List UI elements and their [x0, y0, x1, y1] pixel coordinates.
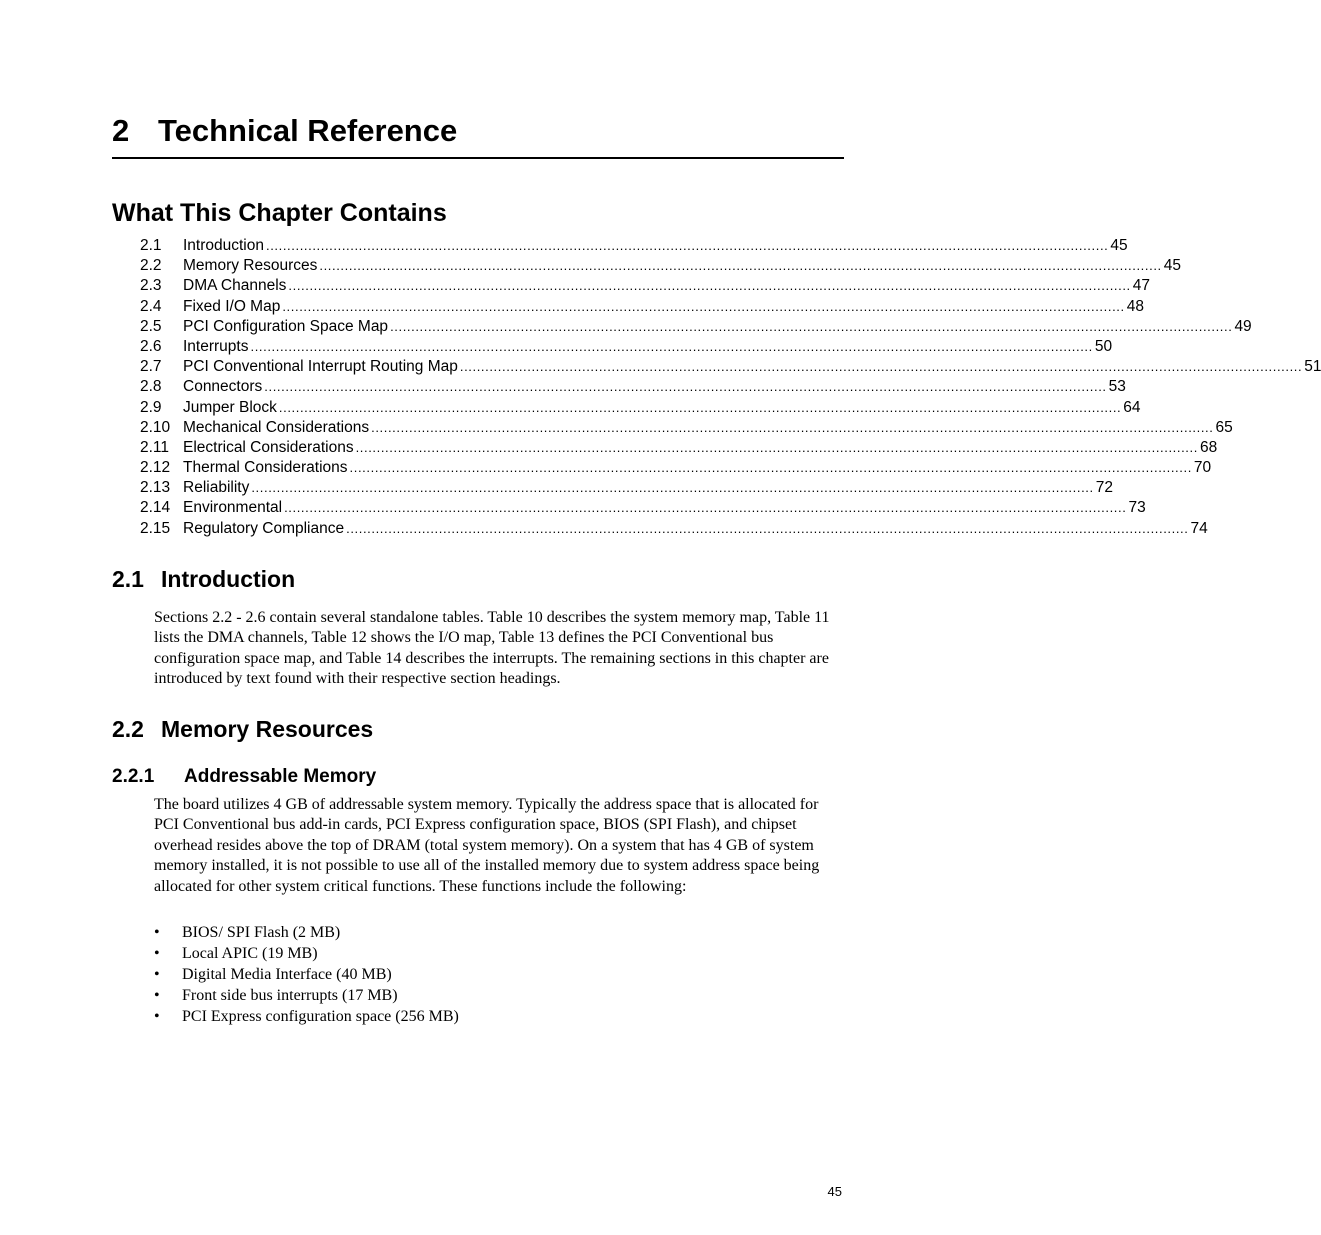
- toc-dot-leader: ........................................................................................................................................................................................................: [266, 238, 1109, 253]
- toc-entry-number: 2.8: [140, 378, 162, 396]
- toc-entry-page: 45: [1163, 257, 1181, 275]
- toc-dot-leader: ........................................................................................................................................................................................................: [284, 500, 1127, 516]
- toc-entry-number: 2.6: [140, 337, 162, 355]
- toc-entry-number: 2.7: [140, 358, 162, 376]
- toc-dot-leader: ........................................................................................................................................................................................................: [346, 520, 1189, 536]
- toc-dot-leader: ........................................................................................................................................................................................................: [390, 318, 1233, 334]
- toc-entry[interactable]: [140, 236, 1128, 256]
- list-item: [154, 985, 844, 1006]
- toc-entry-title: Jumper Block: [183, 398, 277, 416]
- list-item-text: Front side bus interrupts (17 MB): [182, 987, 398, 1004]
- toc-entry-number: 2.1: [140, 237, 162, 254]
- toc-dot-leader: ........................................................................................................................................................................................................: [349, 460, 1192, 476]
- toc-entry[interactable]: [140, 458, 1212, 478]
- toc-dot-leader: ........................................................................................................................................................................................................: [250, 338, 1093, 354]
- toc-entry-title: Memory Resources: [183, 257, 318, 275]
- toc-entry-page: 65: [1215, 418, 1233, 436]
- toc-entry-number: 2.12: [140, 459, 171, 477]
- toc-dot-leader: ........................................................................................................................................................................................................: [459, 359, 1303, 375]
- toc-entry[interactable]: [140, 276, 1151, 296]
- toc-entry-page: 73: [1128, 499, 1146, 517]
- toc-entry[interactable]: [140, 377, 1126, 397]
- chapter-title: [112, 112, 844, 159]
- toc-dot-leader: ........................................................................................................................................................................................................: [278, 399, 1122, 415]
- toc-entry-number: 2.15: [140, 519, 171, 537]
- toc-dot-leader: ........................................................................................................................................................................................................: [264, 379, 1107, 395]
- bullet-icon: •: [154, 966, 160, 983]
- list-item: [154, 943, 844, 964]
- toc-entry-number: 2.14: [140, 499, 171, 517]
- list-item-text: Digital Media Interface (40 MB): [182, 966, 392, 983]
- toc-entry-title: DMA Channels: [183, 277, 287, 295]
- page-number: 45: [827, 1184, 842, 1199]
- toc-entry-number: 2.10: [140, 418, 171, 436]
- toc-entry[interactable]: [140, 498, 1146, 518]
- toc-entry-page: 51: [1304, 358, 1321, 376]
- toc-entry-title: Interrupts: [183, 337, 249, 355]
- toc-entry-page: 47: [1132, 277, 1151, 295]
- toc-dot-leader: ........................................................................................................................................................................................................: [282, 298, 1125, 314]
- toc-entry[interactable]: [140, 519, 1208, 539]
- bullet-icon: •: [154, 924, 160, 941]
- section-title: Introduction: [161, 566, 296, 592]
- toc-entry-title: Regulatory Compliance: [183, 519, 345, 537]
- toc-entry[interactable]: [140, 357, 1321, 377]
- toc-heading: What This Chapter Contains: [112, 199, 447, 227]
- toc-entry[interactable]: [140, 478, 1113, 498]
- toc-entry[interactable]: [140, 297, 1144, 317]
- toc-entry-title: Environmental: [183, 499, 283, 517]
- toc-entry-number: 2.11: [140, 438, 170, 456]
- list-item-text: BIOS/ SPI Flash (2 MB): [182, 924, 341, 941]
- toc-entry-title: Thermal Considerations: [183, 459, 348, 477]
- toc-entry-number: 2.13: [140, 479, 171, 497]
- toc-entry-title: Mechanical Considerations: [183, 418, 370, 436]
- toc-entry[interactable]: [140, 418, 1233, 438]
- toc-entry-page: 70: [1193, 459, 1212, 477]
- toc-entry-title: PCI Conventional Interrupt Routing Map: [183, 358, 458, 376]
- toc-dot-leader: ........................................................................................................................................................................................................: [319, 258, 1162, 274]
- subsection-number: 2.2.1: [112, 766, 155, 787]
- toc-entry[interactable]: [140, 438, 1218, 458]
- list-item: [154, 1006, 844, 1027]
- toc-entry-page: 72: [1095, 479, 1113, 497]
- memory-functions-list: [154, 922, 844, 1027]
- toc-entry[interactable]: [140, 317, 1252, 337]
- section-heading-introduction: [112, 564, 295, 594]
- toc-entry-title: Fixed I/O Map: [183, 297, 281, 315]
- introduction-paragraph: Sections 2.2 - 2.6 contain several standalone tables. Table 10 describes the system memory map, Table 11 lists the DMA channels, Table 12 shows the I/O map, Table 13 defines the PCI Conventional bus configuration space map, and Table 14 describes the interrupts. The remaining sections in this chapter are introduced by text found with their respective section headings.: [154, 609, 830, 688]
- toc-entry-page: 48: [1126, 297, 1144, 315]
- toc-entry-number: 2.2: [140, 257, 162, 275]
- subsection-heading-addressable-memory: [112, 765, 376, 789]
- list-item-text: Local APIC (19 MB): [182, 945, 318, 962]
- toc-entry-number: 2.9: [140, 398, 162, 416]
- toc-entry-page: 45: [1110, 237, 1128, 254]
- toc-dot-leader: ........................................................................................................................................................................................................: [288, 278, 1131, 294]
- section-title: Memory Resources: [161, 716, 374, 742]
- toc-dot-leader: ........................................................................................................................................................................................................: [371, 419, 1214, 435]
- section-heading-memory-resources: [112, 714, 373, 744]
- subsection-title: Addressable Memory: [184, 766, 377, 787]
- section-number: 2.2: [112, 716, 144, 742]
- toc-entry-number: 2.3: [140, 277, 162, 295]
- toc-entry-page: 64: [1123, 398, 1141, 416]
- bullet-icon: •: [154, 1008, 160, 1025]
- toc-entry-title: Electrical Considerations: [183, 438, 354, 456]
- toc-entry-title: Introduction: [183, 237, 264, 254]
- toc-dot-leader: ........................................................................................................................................................................................................: [355, 439, 1198, 455]
- section-number: 2.1: [112, 566, 144, 592]
- bullet-icon: •: [154, 987, 160, 1004]
- chapter-number: 2: [112, 113, 130, 148]
- toc-entry[interactable]: [140, 398, 1141, 418]
- list-item: [154, 964, 844, 985]
- toc-entry-page: 50: [1094, 337, 1113, 355]
- toc-entry-title: Connectors: [183, 378, 263, 396]
- chapter-title-text: Technical Reference: [158, 113, 458, 148]
- toc-entry[interactable]: [140, 256, 1181, 276]
- bullet-icon: •: [154, 945, 160, 962]
- toc-entry-number: 2.4: [140, 297, 162, 315]
- toc-entry-title: PCI Configuration Space Map: [183, 317, 389, 335]
- toc-dot-leader: ........................................................................................................................................................................................................: [251, 480, 1094, 496]
- list-item-text: PCI Express configuration space (256 MB): [182, 1008, 459, 1025]
- toc-entry-page: 74: [1190, 519, 1208, 537]
- table-of-contents: [140, 236, 1321, 539]
- toc-entry[interactable]: [140, 337, 1113, 357]
- toc-entry-page: 68: [1199, 438, 1218, 456]
- toc-entry-page: 49: [1234, 317, 1252, 335]
- toc-entry-title: Reliability: [183, 479, 250, 497]
- toc-entry-page: 53: [1108, 378, 1126, 396]
- toc-entry-number: 2.5: [140, 317, 162, 335]
- addressable-memory-paragraph: The board utilizes 4 GB of addressable system memory. Typically the address space that is allocated for PCI Conventional bus add-in cards, PCI Express configuration space, BIOS (SPI Flash), and chipset overhead resides above the top of DRAM (total system memory). On a system that has 4 GB of system memory installed, it is not possible to use all of the installed memory due to system address space being allocated for other system critical functions. These functions include the following:: [154, 796, 820, 895]
- list-item: [154, 922, 844, 943]
